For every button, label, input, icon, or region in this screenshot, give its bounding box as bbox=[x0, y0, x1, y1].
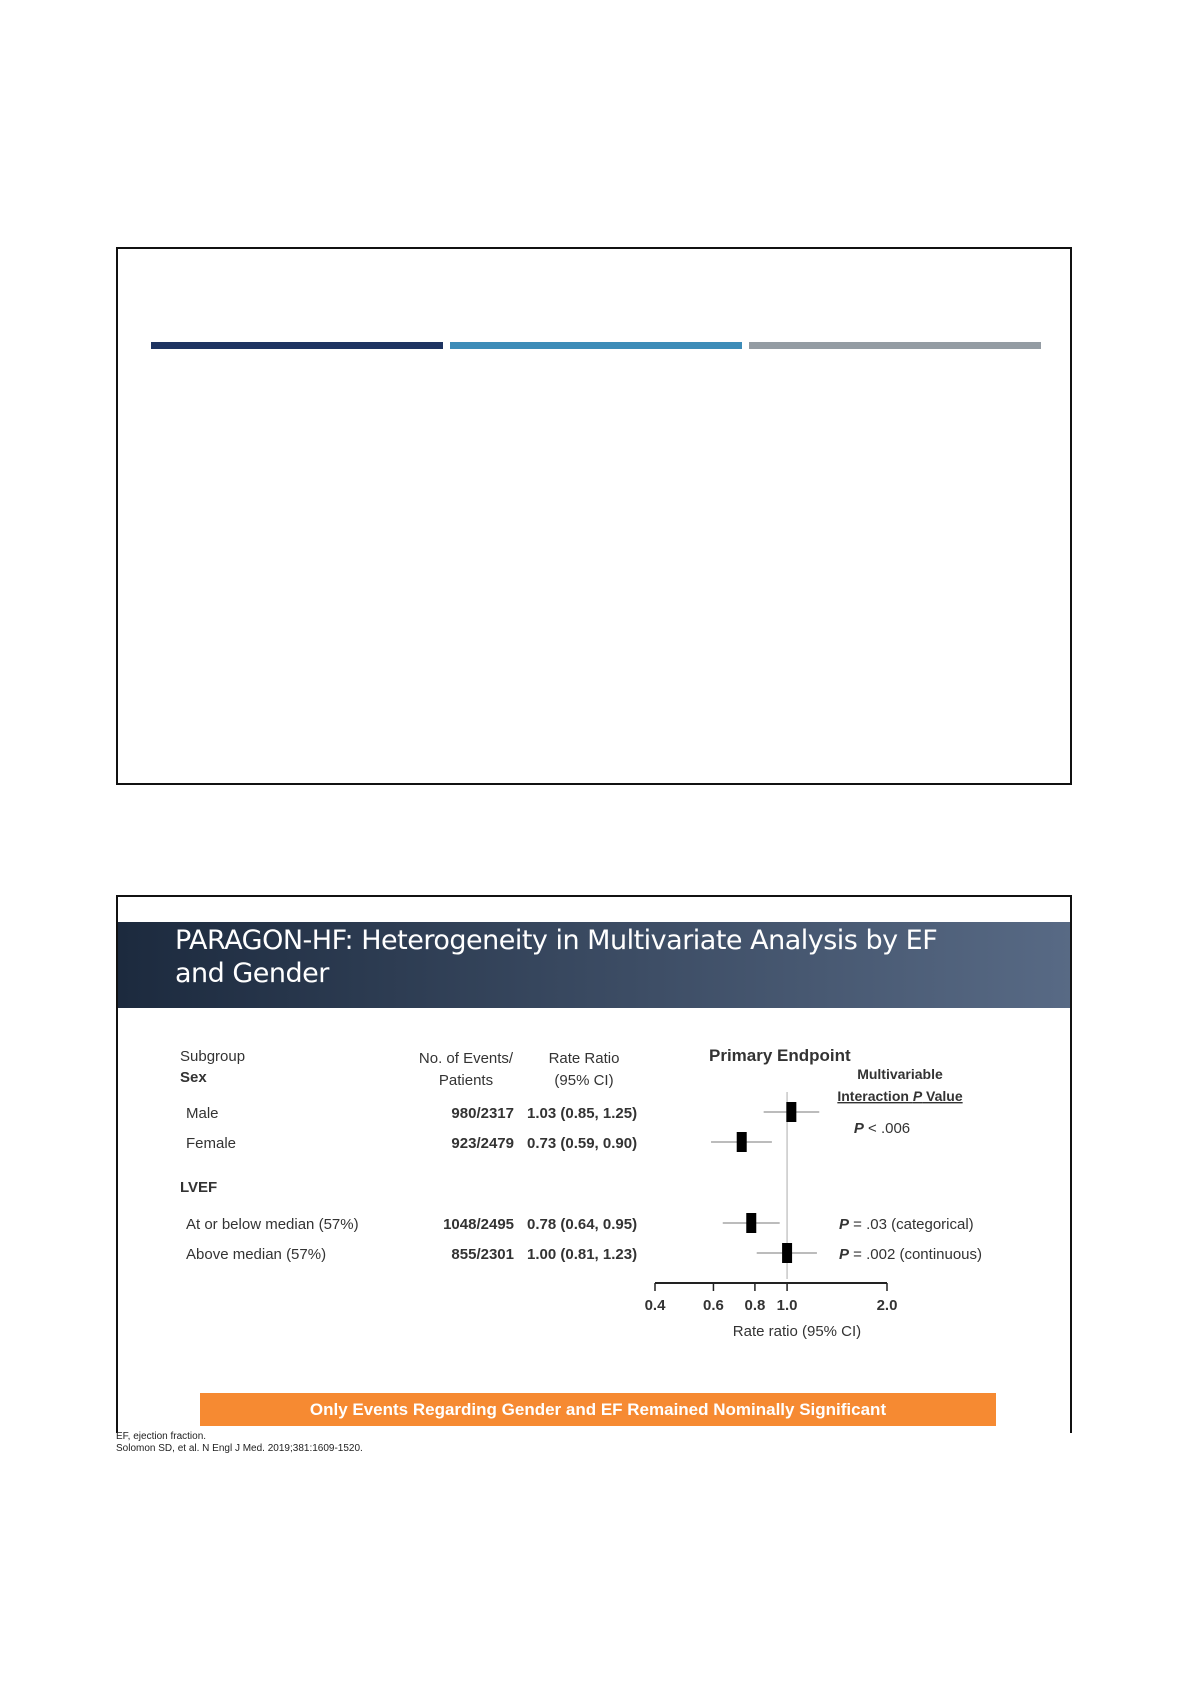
slide-1 bbox=[116, 247, 1072, 785]
row-label-lvef-0: At or below median (57%) bbox=[186, 1216, 359, 1233]
accent-bar-gray bbox=[749, 342, 1041, 349]
footnotes bbox=[116, 1431, 363, 1455]
x-tick-label-2: 0.8 bbox=[744, 1297, 766, 1314]
row-events-sex-1: 923/2479 bbox=[451, 1135, 514, 1152]
header-events-1: No. of Events/ bbox=[418, 1050, 514, 1067]
header-interaction-2: Interaction P Value bbox=[837, 1088, 963, 1104]
header-interaction-1: Multivariable bbox=[857, 1066, 943, 1082]
x-tick-label-1: 0.6 bbox=[703, 1297, 724, 1314]
header-subgroup: Subgroup bbox=[180, 1048, 246, 1065]
slide-2 bbox=[116, 895, 1072, 1433]
point-marker-sex-0 bbox=[786, 1102, 796, 1122]
row-label-sex-0: Male bbox=[186, 1105, 219, 1122]
footnote-reference: Solomon SD, et al. N Engl J Med. 2019;381:1609-1520. bbox=[116, 1443, 363, 1454]
p-value-sex: P < .006 bbox=[853, 1120, 911, 1137]
header-rr-2: (95% CI) bbox=[554, 1072, 614, 1089]
row-rr-sex-1: 0.73 (0.59, 0.90) bbox=[527, 1135, 638, 1152]
accent-bar-dark bbox=[151, 342, 443, 349]
point-marker-sex-1 bbox=[737, 1132, 747, 1152]
chart-title: Primary Endpoint bbox=[709, 1046, 851, 1065]
p-value-lvef-1: P = .002 (continuous) bbox=[839, 1246, 983, 1263]
group-label-lvef: LVEF bbox=[180, 1179, 218, 1196]
x-tick-label-0: 0.4 bbox=[644, 1297, 666, 1314]
point-marker-lvef-0 bbox=[746, 1213, 756, 1233]
row-rr-lvef-1: 1.00 (0.81, 1.23) bbox=[527, 1246, 638, 1263]
group-label-sex: Sex bbox=[180, 1069, 207, 1086]
point-marker-lvef-1 bbox=[782, 1243, 792, 1263]
header-events-2: Patients bbox=[438, 1072, 494, 1089]
conclusion-banner: Only Events Regarding Gender and EF Remained Nominally Significant bbox=[200, 1393, 996, 1426]
forest-plot bbox=[118, 1032, 1072, 1387]
accent-bar-blue bbox=[450, 342, 742, 349]
slide-title: PARAGON-HF: Heterogeneity in Multivariate Analysis by EF and Gender bbox=[175, 925, 938, 989]
x-axis bbox=[645, 1283, 898, 1340]
x-tick-label-3: 1.0 bbox=[776, 1297, 798, 1314]
x-tick-label-4: 2.0 bbox=[876, 1297, 898, 1314]
row-rr-lvef-0: 0.78 (0.64, 0.95) bbox=[527, 1216, 638, 1233]
row-rr-sex-0: 1.03 (0.85, 1.25) bbox=[527, 1105, 638, 1122]
x-axis-label: Rate ratio (95% CI) bbox=[732, 1323, 862, 1340]
row-events-lvef-0: 1048/2495 bbox=[443, 1216, 514, 1233]
header-rr-1: Rate Ratio bbox=[548, 1050, 620, 1067]
row-label-sex-1: Female bbox=[186, 1135, 237, 1152]
title-band bbox=[118, 922, 1072, 1008]
row-events-sex-0: 980/2317 bbox=[451, 1105, 514, 1122]
footnote-abbrev: EF, ejection fraction. bbox=[116, 1431, 207, 1442]
row-label-lvef-1: Above median (57%) bbox=[186, 1246, 327, 1263]
row-events-lvef-1: 855/2301 bbox=[451, 1246, 514, 1263]
p-value-lvef-0: P = .03 (categorical) bbox=[839, 1216, 974, 1233]
